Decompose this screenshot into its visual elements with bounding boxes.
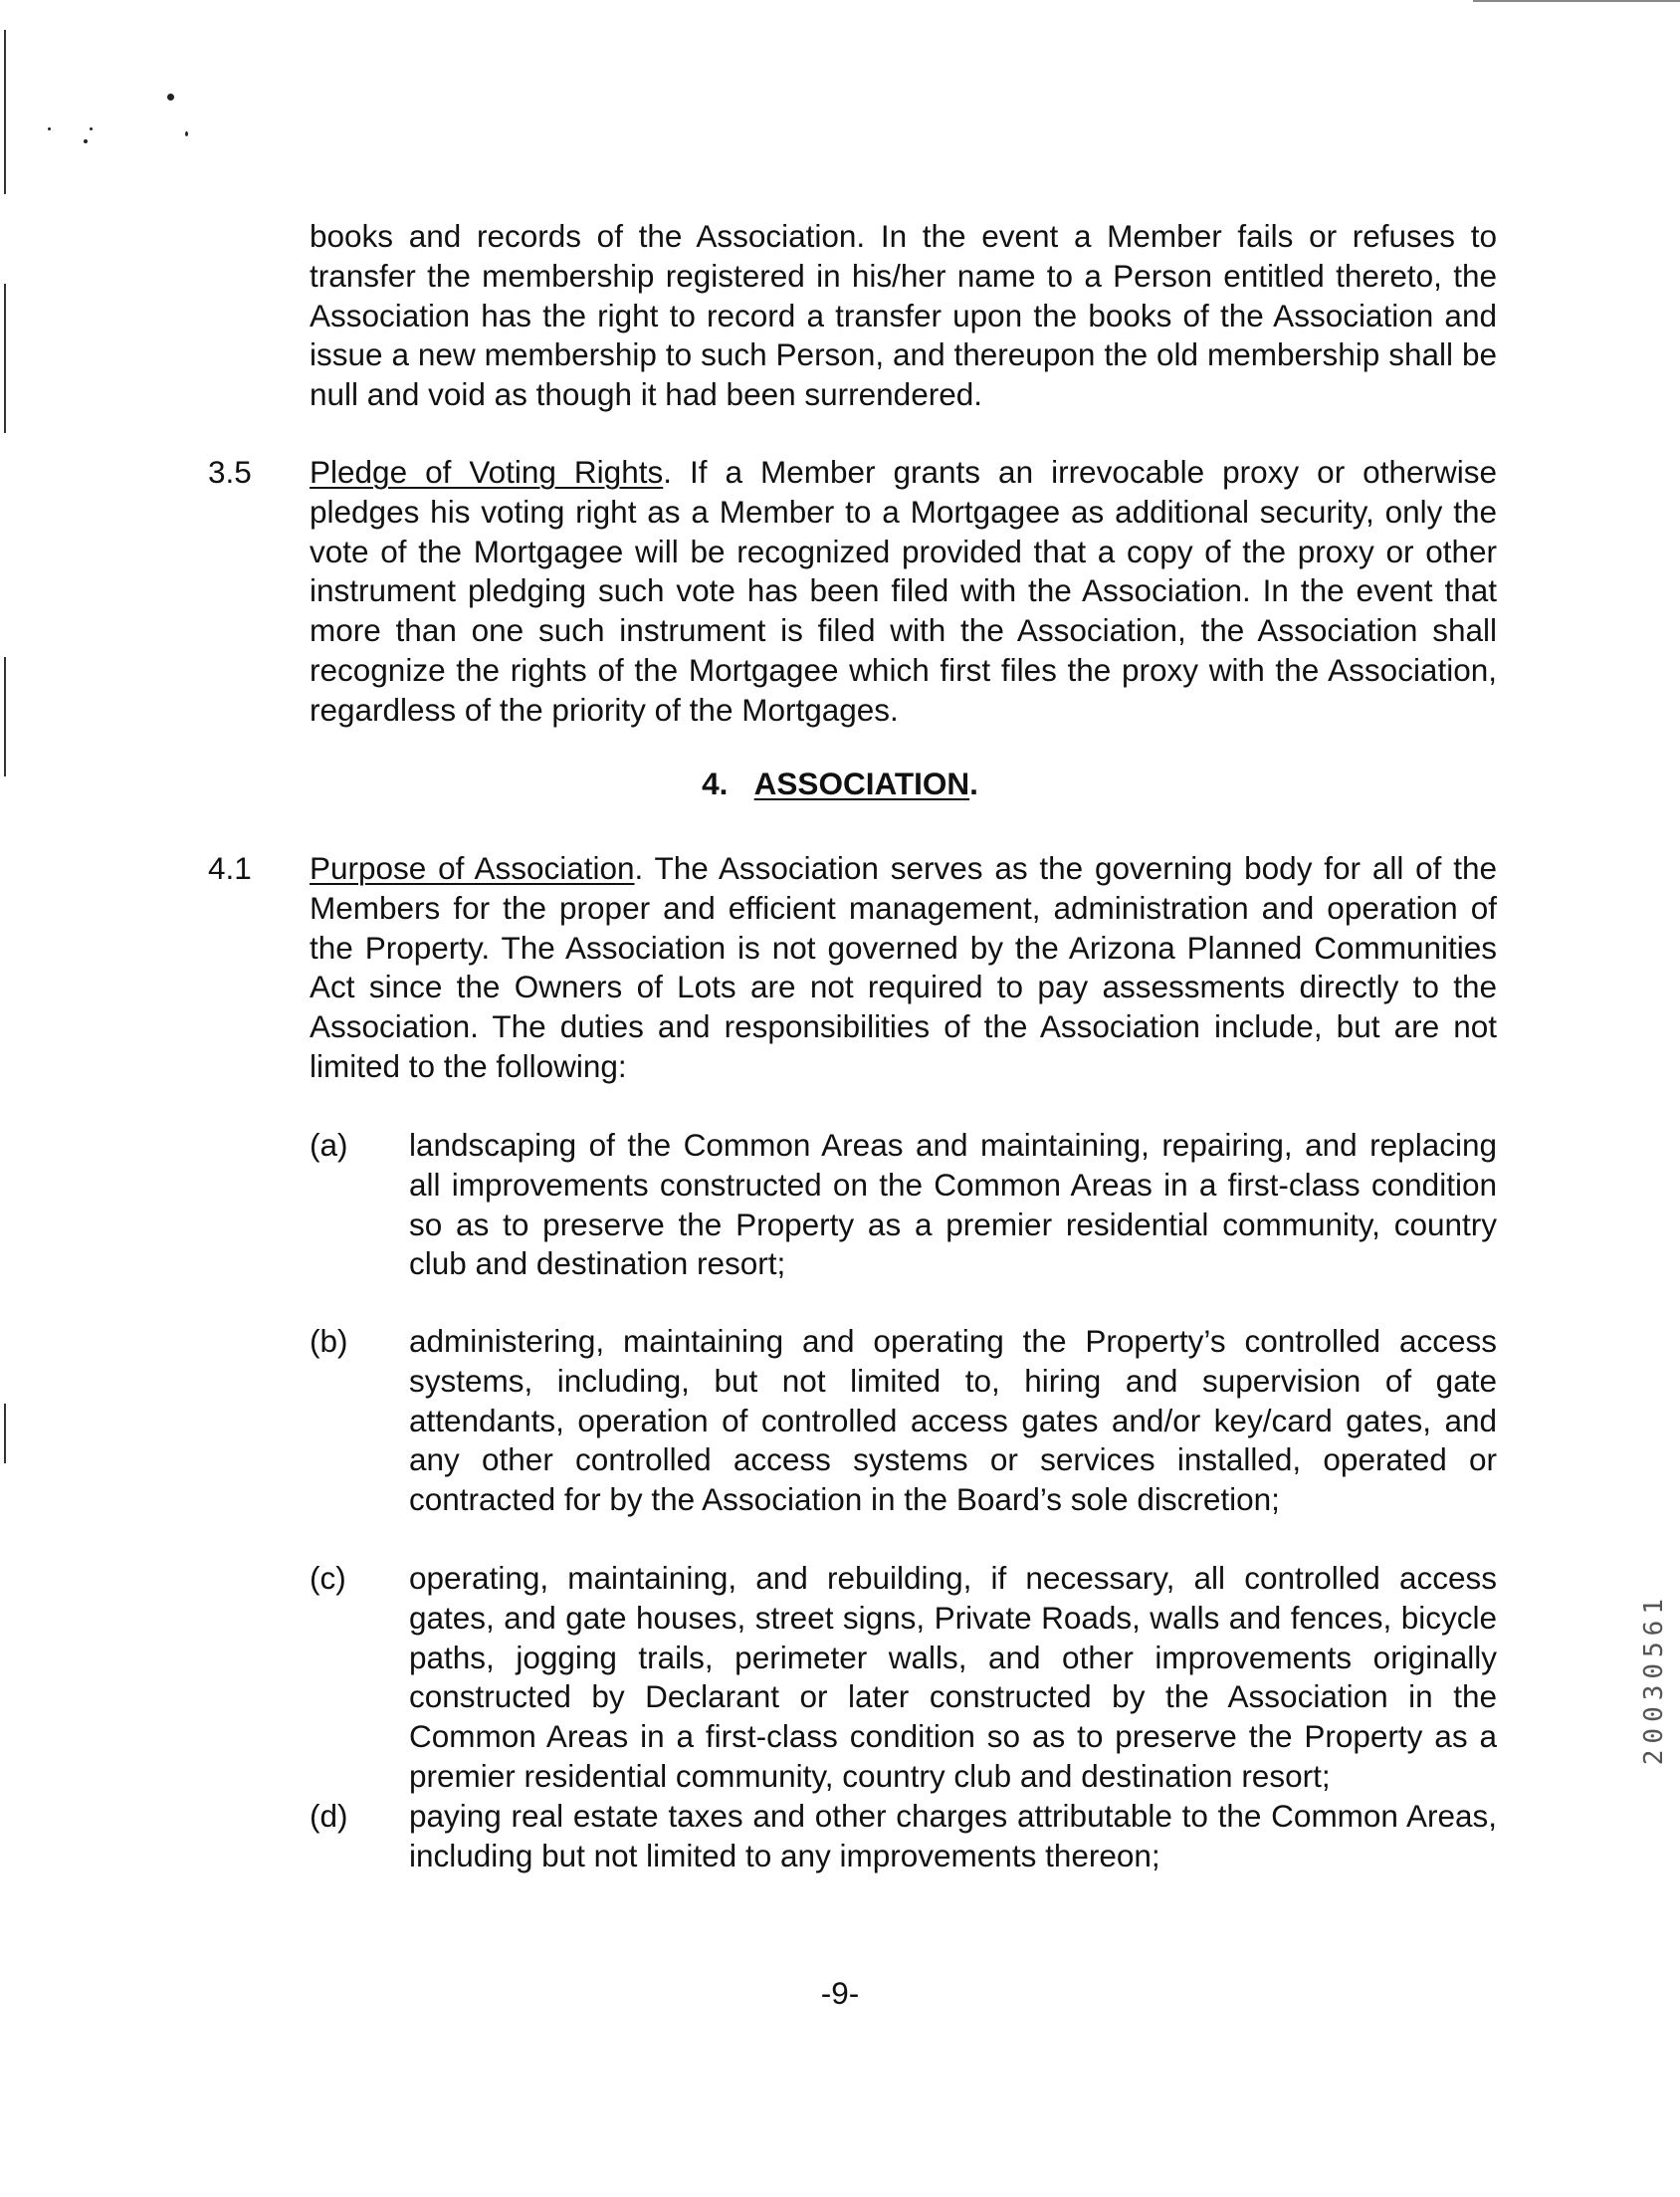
list-item: paying real estate taxes and other charges attributable to the Common Areas, including but not limited to any improvements thereon; (409, 1798, 1497, 1873)
article-title-suffix: . (969, 766, 978, 801)
scan-speck (90, 127, 93, 130)
section-4-1-paragraph (310, 849, 1497, 1087)
list-item-label: (b) (310, 1323, 348, 1359)
article-title: ASSOCIATION (753, 766, 970, 801)
scan-edge-mark (4, 1404, 6, 1463)
section-number: 4.1 (208, 850, 252, 886)
scan-speck (185, 131, 188, 136)
section-title: Purpose of Association (310, 850, 635, 886)
scan-speck (48, 127, 51, 130)
section-number: 3.5 (208, 454, 252, 490)
carryover-paragraph: books and records of the Association. In the event a Member fails or refuses to transfer the membership registered in his/her name to a Person entitled thereto, the Association has the right to record a transfer upon the books of the Association and issue a new membership to such Person, and thereupon the old membership shall be null and void as though it had been surrendered. (310, 218, 1497, 413)
page-number: -9- (820, 1975, 860, 2011)
scan-edge-mark (4, 30, 6, 194)
section-body: . The Association serves as the governing body for all of the Members for the proper and efficient management, administration and operation of the Property. The Association is not governed by the Arizona Planned Communities Act since the Owners of Lots are not required to pay assessments directly to the Association. The duties and responsibilities of the Association include, but are not limited to the following: (310, 850, 1497, 1084)
list-item: landscaping of the Common Areas and maintaining, repairing, and replacing all improvements constructed on the Common Areas in a first-class condition so as to preserve the Property as a premier residential community, country club and destination resort; (409, 1127, 1497, 1282)
list-item: operating, maintaining, and rebuilding, if necessary, all controlled access gates, and gate houses, street signs, Private Roads, walls and fences, bicycle paths, jogging trails, perimeter walls, and other improvements originally constructed by Declarant or later constructed by the Association in the Common Areas in a first-class condition so as to preserve the Property as a premier residential community, country club and destination resort; (409, 1560, 1497, 1794)
section-body: . If a Member grants an irrevocable proxy or otherwise pledges his voting right as a Member to a Mortgagee as additional security, only the vote of the Mortgagee will be recognized provided that a copy of the proxy or other instrument pledging such vote has been filed with the Association. In the event that more than one such instrument is filed with the Association, the Association shall recognize the rights of the Mortgagee which first files the proxy with the Association, regardless of the priority of the Mortgages. (310, 454, 1497, 728)
scan-edge-mark (1473, 0, 1680, 2)
list-item-label: (d) (310, 1798, 348, 1834)
article-heading (0, 764, 1680, 803)
scan-edge-mark (4, 657, 6, 776)
scan-edge-mark (4, 284, 6, 433)
section-3-5-paragraph (310, 453, 1497, 731)
scan-speck (84, 139, 88, 143)
list-item-label: (c) (310, 1560, 346, 1596)
recording-number-stamp: 20030561 (1639, 1593, 1669, 1766)
scan-speck (167, 94, 174, 101)
article-number: 4. (702, 766, 729, 801)
list-item-label: (a) (310, 1127, 348, 1163)
list-item: administering, maintaining and operating the Property’s controlled access systems, including, but not limited to, hiring and supervision of gate attendants, operation of controlled access gates and/or key/card gates, and any other controlled access systems or services installed, operated or contracted for by the Association in the Board’s sole discretion; (409, 1323, 1497, 1518)
section-title: Pledge of Voting Rights (310, 454, 664, 490)
